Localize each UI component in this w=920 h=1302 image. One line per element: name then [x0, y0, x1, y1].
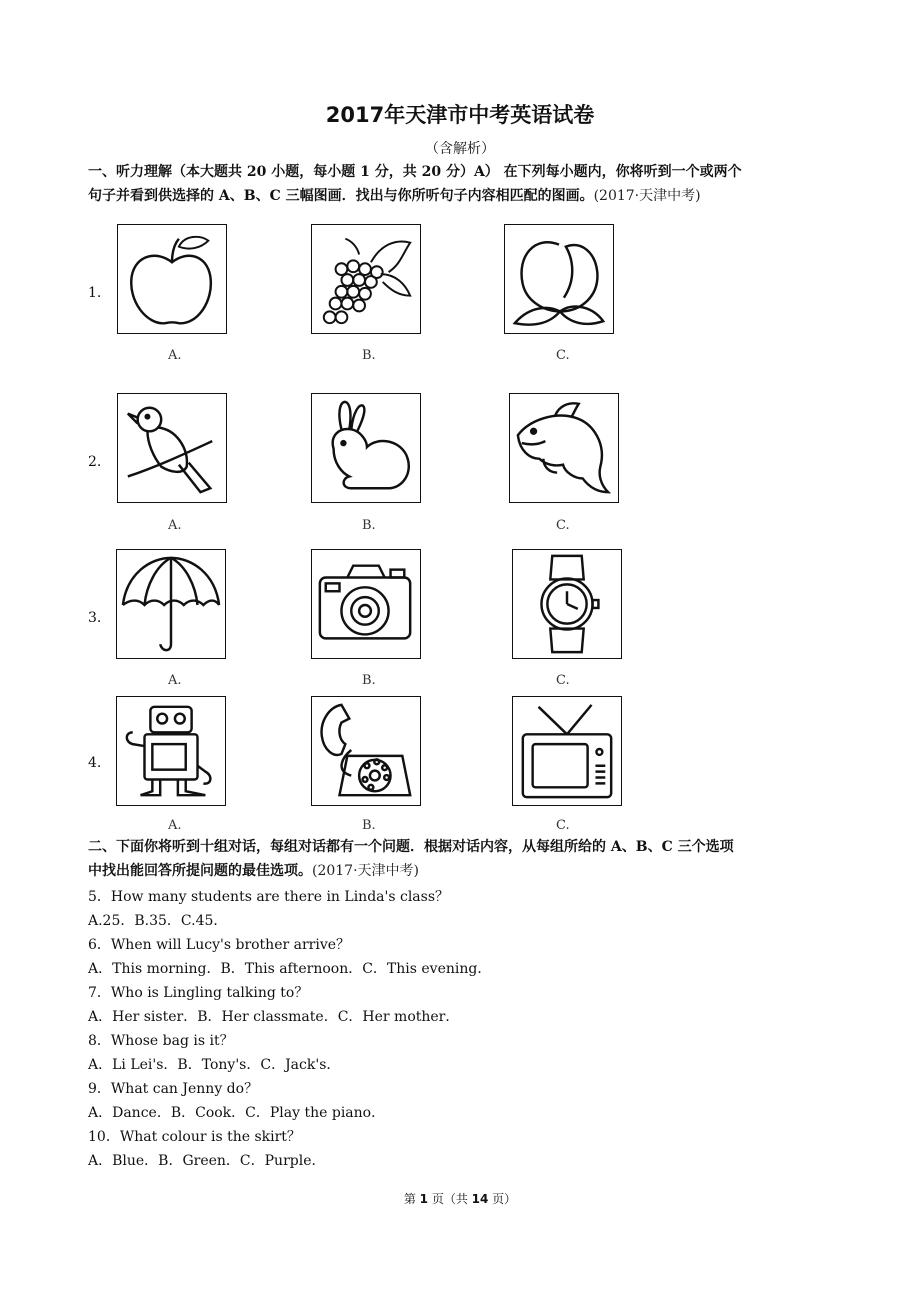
question-text: 5．How many students are there in Linda's class？	[88, 889, 450, 905]
picture-question-number: 2.	[88, 454, 102, 470]
page-title: 2017年天津市中考英语试卷	[325, 103, 595, 127]
watch-icon	[512, 549, 622, 659]
option-label: B.	[362, 348, 376, 363]
television-icon	[512, 696, 622, 806]
question-text: 7．Who is Lingling talking to？	[88, 985, 309, 1001]
peach-icon	[504, 224, 614, 334]
question-text: 10．What colour is the skirt？	[88, 1129, 301, 1145]
page-subtitle: （含解析）	[425, 141, 495, 157]
answer-options: A．Dance．B．Cook．C．Play the piano．	[88, 1105, 386, 1121]
robot-icon	[116, 696, 226, 806]
section1-instructions	[88, 160, 848, 208]
option-label: C.	[556, 518, 570, 533]
question-text: 9．What can Jenny do？	[88, 1081, 259, 1097]
option-label: A.	[168, 673, 182, 688]
option-label: A.	[168, 518, 182, 533]
section2-instructions	[88, 835, 848, 883]
question-text: 8．Whose bag is it？	[88, 1033, 234, 1049]
bird-icon	[117, 393, 227, 503]
page-number: 1	[419, 1192, 428, 1206]
section1-line2: 句子并看到供选择的 A、B、C 三幅图画．找出与你所听句子内容相匹配的图画。	[88, 188, 594, 204]
option-label: B.	[362, 818, 376, 833]
rabbit-icon	[311, 393, 421, 503]
camera-icon	[311, 549, 421, 659]
grapes-icon	[311, 224, 421, 334]
option-label: C.	[556, 348, 570, 363]
option-label: B.	[362, 673, 376, 688]
option-label: C.	[556, 673, 570, 688]
answer-options: A．Her sister．B．Her classmate．C．Her mother．	[88, 1009, 460, 1025]
option-label: B.	[362, 518, 376, 533]
telephone-icon	[311, 696, 421, 806]
umbrella-icon	[116, 549, 226, 659]
answer-options: A.25．B.35．C.45．	[88, 913, 228, 929]
option-label: A.	[168, 348, 182, 363]
page-footer: 第 1 页（共 14 页）	[403, 1192, 517, 1206]
option-label: A.	[168, 818, 182, 833]
apple-icon	[117, 224, 227, 334]
answer-options: A．Blue．B．Green．C．Purple．	[88, 1153, 326, 1169]
section2-line1: 二、下面你将听到十组对话，每组对话都有一个问题．根据对话内容，从每组所给的 A、B、C 三个选项	[88, 839, 734, 855]
section1-line1: 一、听力理解（本大题共 20 小题，每小题 1 分，共 20 分）A） 在下列每小题内，你将听到一个或两个	[88, 164, 742, 180]
section1-cite: (2017·天津中考)	[593, 188, 701, 204]
answer-options: A．This morning．B．This afternoon．C．This evening．	[88, 961, 492, 977]
page-total: 14	[471, 1192, 489, 1206]
answer-options: A．Li Lei's．B．Tony's．C．Jack's．	[88, 1057, 341, 1073]
dolphin-icon	[509, 393, 619, 503]
picture-question-number: 3.	[88, 610, 102, 626]
section2-cite: (2017·天津中考)	[312, 863, 420, 879]
section2-line2: 中找出能回答所提问题的最佳选项。	[88, 863, 312, 879]
picture-question-number: 1.	[88, 285, 102, 301]
option-label: C.	[556, 818, 570, 833]
question-text: 6．When will Lucy's brother arrive？	[88, 937, 351, 953]
picture-question-number: 4.	[88, 755, 102, 771]
